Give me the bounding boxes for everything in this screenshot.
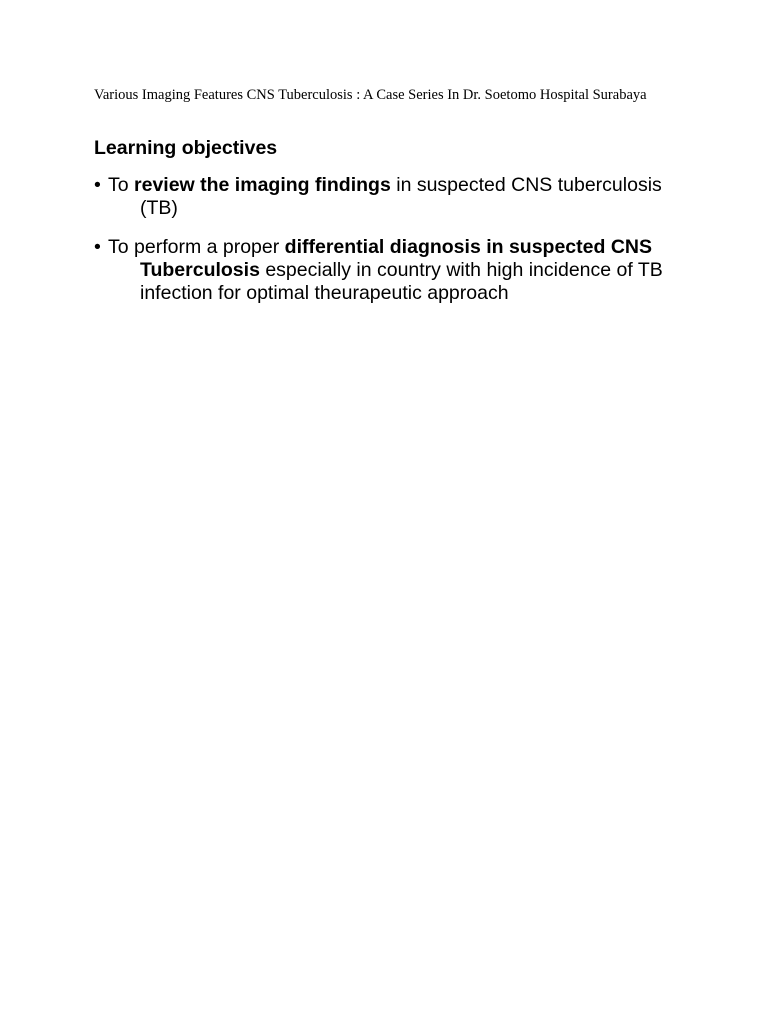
objective-text-bold: review the imaging findings bbox=[134, 174, 391, 196]
objective-text-plain: in suspected CNS tuberculosis (TB) bbox=[140, 174, 662, 219]
objective-item bbox=[94, 174, 674, 220]
objective-text-plain: To bbox=[108, 174, 135, 196]
objective-text-plain: To perform a proper bbox=[108, 236, 285, 258]
objective-text-plain: especially in country with high incidence of TB infection for optimal theurapeutic approach bbox=[140, 259, 663, 304]
objective-text-bold: differential diagnosis in suspected CNS Tuberculosis bbox=[140, 236, 652, 281]
section-heading: Learning objectives bbox=[94, 137, 278, 159]
objective-item bbox=[94, 236, 674, 305]
document-header: Various Imaging Features CNS Tuberculosis : A Case Series In Dr. Soetomo Hospital Surabaya bbox=[94, 87, 647, 103]
bullet-icon: • bbox=[94, 236, 101, 258]
bullet-icon: • bbox=[94, 174, 101, 196]
objectives-list bbox=[94, 174, 674, 321]
